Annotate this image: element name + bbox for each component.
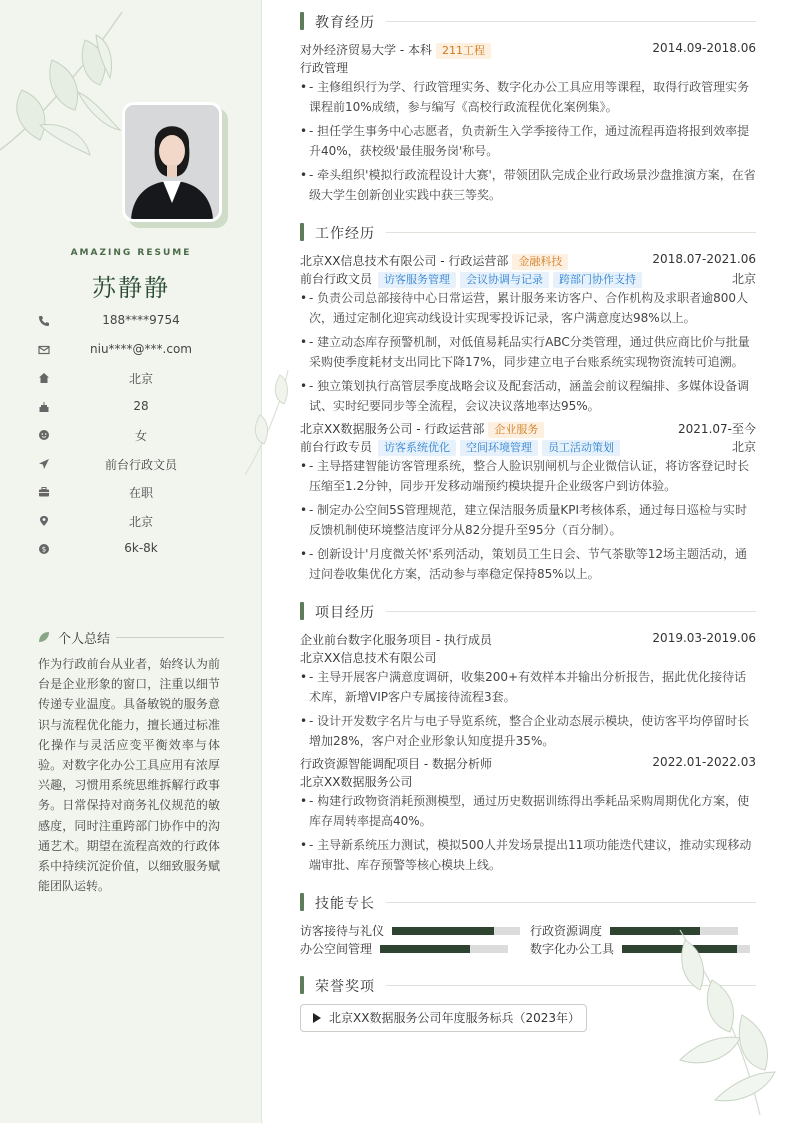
education-section-header xyxy=(300,11,756,31)
skill-tag: 访客系统优化 xyxy=(378,440,456,456)
project-org: 北京XX信息技术有限公司 xyxy=(300,651,437,665)
project-bullet: • - 设计开发数字名片与电子导览系统，整合企业动态展示模块，使访客平均停留时长增加28%，客户对企业形象认知度提升35%。 xyxy=(300,711,756,751)
job-role-row xyxy=(300,270,756,288)
salary-icon xyxy=(38,543,50,555)
job-header-row xyxy=(300,252,756,270)
project-org-row xyxy=(300,773,756,791)
skill-item xyxy=(300,922,522,938)
school-tag: 211工程 xyxy=(436,43,491,59)
status-value: 在职 xyxy=(128,486,153,500)
skill-tag: 员工活动策划 xyxy=(542,440,620,456)
award-text: 北京XX数据服务公司年度服务标兵（2023年） xyxy=(329,1011,580,1025)
section-divider xyxy=(386,902,756,903)
briefcase-icon xyxy=(38,486,50,498)
project-bullet: • - 主导开展客户满意度调研，收集200+有效样本并输出分析报告，据此优化接待话术库，新增VIP客户专属接待流程3套。 xyxy=(300,667,756,707)
target-position-value: 前台行政文员 xyxy=(104,457,177,472)
job-date: 2018.07-2021.06 xyxy=(652,252,756,266)
job-bullet: • - 负责公司总部接待中心日常运营，累计服务来访客户、合作机构及求职者逾800人次，通过定制化迎宾动线设计实现零投诉记录，客户满意度达98%以上。 xyxy=(300,288,756,328)
skill-bar-track xyxy=(380,945,508,953)
industry-tag: 企业服务 xyxy=(488,422,544,438)
industry-tag: 金融科技 xyxy=(512,254,568,270)
leaf-decoration xyxy=(240,360,300,480)
job-company: 北京XX数据服务公司 - 行政运营部 xyxy=(300,422,485,436)
project-date: 2022.01-2022.03 xyxy=(652,755,756,769)
education-bullet: • - 主修组织行为学、行政管理实务、数字化办公工具应用等课程，取得行政管理实务课程前10%成绩，参与编写《高校行政流程优化案例集》。 xyxy=(300,77,756,117)
home-icon xyxy=(38,372,50,384)
projects-section-header xyxy=(300,601,756,621)
school-name: 对外经济贸易大学 - 本科 xyxy=(300,43,432,57)
salary-value: 6k-8k xyxy=(124,541,158,555)
section-accent-bar xyxy=(300,893,304,911)
project-header-row xyxy=(300,755,756,773)
section-accent-bar xyxy=(300,602,304,620)
skill-item xyxy=(300,940,510,956)
avatar xyxy=(125,105,219,219)
project-name: 行政资源智能调配项目 - 数据分析师 xyxy=(300,757,492,771)
cake-icon xyxy=(38,401,50,413)
projects-title: 项目经历 xyxy=(315,605,375,621)
summary-divider xyxy=(116,637,224,638)
candidate-name: 苏静静 xyxy=(92,274,170,302)
skill-bar-fill xyxy=(392,927,494,935)
age-value: 28 xyxy=(133,398,149,413)
skill-tag: 访客服务管理 xyxy=(378,272,456,288)
job-date: 2021.07-至今 xyxy=(678,422,756,436)
info-target-position xyxy=(0,455,262,484)
job-bullet: • - 制定办公空间5S管理规范，建立保洁服务质量KPI考核体系，通过每日巡检与实时反馈机制使环境整洁度评分从82分提升至95分（百分制）。 xyxy=(300,500,756,540)
send-icon xyxy=(38,458,50,470)
education-title: 教育经历 xyxy=(315,15,375,31)
gender-icon xyxy=(38,429,50,441)
skill-bar-track xyxy=(392,927,520,935)
skill-name: 访客接待与礼仪 xyxy=(300,924,385,938)
project-date: 2019.03-2019.06 xyxy=(652,631,756,645)
target-city-value: 北京 xyxy=(128,514,153,529)
info-gender xyxy=(0,426,262,455)
play-triangle-icon xyxy=(313,1013,321,1023)
phone-value: 188****9754 xyxy=(102,313,180,327)
info-age xyxy=(0,398,262,427)
job-bullet: • - 创新设计'月度微关怀'系列活动，策划员工生日会、节气茶歇等12场主题活动，通过问卷收集优化方案，活动参与率稳定保持85%以上。 xyxy=(300,544,756,584)
leaf-icon xyxy=(38,631,50,643)
project-name: 企业前台数字化服务项目 - 执行成员 xyxy=(300,633,492,647)
resume-tagline: AMAZING RESUME xyxy=(70,248,192,258)
project-org: 北京XX数据服务公司 xyxy=(300,775,413,789)
major-name: 行政管理 xyxy=(300,61,349,75)
skill-name: 办公空间管理 xyxy=(300,942,373,956)
project-header-row xyxy=(300,631,756,649)
section-accent-bar xyxy=(300,976,304,994)
skill-tag: 会议协调与记录 xyxy=(460,272,549,288)
education-bullet: • - 担任学生事务中心志愿者，负责新生入学季接待工作，通过流程再造将报到效率提升40%，获校级'最佳服务岗'称号。 xyxy=(300,121,756,161)
skill-name: 数字化办公工具 xyxy=(530,942,615,956)
education-date: 2014.09-2018.06 xyxy=(652,41,756,55)
job-role-row xyxy=(300,438,756,456)
section-accent-bar xyxy=(300,12,304,30)
section-divider xyxy=(386,21,756,22)
job-city: 北京 xyxy=(731,440,756,454)
job-bullet: • - 独立策划执行高管层季度战略会议及配套活动，涵盖会前议程编排、多媒体设备调试、实时纪要同步等全流程，会议决议落地率达95%。 xyxy=(300,376,756,416)
job-bullet: • - 主导搭建智能访客管理系统，整合人脸识别闸机与企业微信认证，将访客登记时长压缩至1.2分钟，同步开发移动端预约模块提升企业级客户到访体验。 xyxy=(300,456,756,496)
gender-value: 女 xyxy=(134,429,147,443)
job-bullet: • - 建立动态库存预警机制，对低值易耗品实行ABC分类管理，通过供应商比价与批量采购使季度耗材支出同比下降17%，同步建立电子台账系统实现物资流转可追溯。 xyxy=(300,332,756,372)
phone-icon xyxy=(38,315,50,327)
info-email xyxy=(0,341,262,370)
leaf-decoration xyxy=(0,0,140,170)
project-bullet: • - 构建行政物资消耗预测模型，通过历史数据训练得出季耗品采购周期优化方案，使库存周转率提高40%。 xyxy=(300,791,756,831)
skills-section-header xyxy=(300,892,756,912)
job-header-row xyxy=(300,420,756,438)
skill-tag: 空间环境管理 xyxy=(460,440,538,456)
sidebar xyxy=(0,0,262,1123)
major-row xyxy=(300,59,756,77)
summary-title: 个人总结 xyxy=(58,632,111,647)
info-salary xyxy=(0,540,262,569)
summary-text: 作为行政前台从业者，始终认为前台是企业形象的窗口，注重以细节传递专业温度。具备敏锐的服务意识与流程优化能力，擅长通过标准化操作与灵活应变平衡效率与体验。对数字化办公工具应用有浓厚兴趣，习惯用系统思维拆解行政事务。日常保持对商务礼仪规范的敏感度，同时注重跨部门协作中的沟通艺术。期望在流程高效的行政体系中持续沉淀价值，以细致服务赋能团队运转。 xyxy=(38,657,220,894)
work-title: 工作经历 xyxy=(315,226,375,242)
residence-value: 北京 xyxy=(128,372,153,386)
leaf-decoration xyxy=(640,920,790,1120)
section-divider xyxy=(386,232,756,233)
job-city: 北京 xyxy=(731,272,756,286)
award-item xyxy=(300,1004,587,1032)
project-org-row xyxy=(300,649,756,667)
section-accent-bar xyxy=(300,223,304,241)
skill-bar-fill xyxy=(380,945,470,953)
skill-tag: 跨部门协作支持 xyxy=(553,272,642,288)
email-value: niu****@***.com xyxy=(90,341,192,356)
info-status xyxy=(0,483,262,512)
job-role: 前台行政文员 xyxy=(300,272,373,286)
project-bullet: • - 主导新系统压力测试，模拟500人并发场景提出11项功能迭代建议，推动实现移动端审批、库存预警等核心模块上线。 xyxy=(300,835,756,875)
svg-text:$: $ xyxy=(41,545,47,554)
info-phone xyxy=(0,312,262,341)
summary-header xyxy=(38,628,224,646)
avatar-frame xyxy=(122,102,222,222)
location-pin-icon xyxy=(38,515,50,527)
skill-name: 行政资源调度 xyxy=(530,924,603,938)
section-divider xyxy=(386,611,756,612)
contact-info-list xyxy=(0,312,262,569)
info-target-city xyxy=(0,512,262,541)
education-header-row xyxy=(300,41,756,59)
work-section-header xyxy=(300,222,756,242)
mail-icon xyxy=(38,344,50,356)
education-bullet: • - 牵头组织'模拟行政流程设计大赛'，带领团队完成企业行政场景沙盘推演方案，在省级大学生创新创业实践中获三等奖。 xyxy=(300,165,756,205)
job-role: 前台行政专员 xyxy=(300,440,373,454)
job-company: 北京XX信息技术有限公司 - 行政运营部 xyxy=(300,254,509,268)
skills-title: 技能专长 xyxy=(315,896,375,912)
info-residence xyxy=(0,369,262,398)
awards-title: 荣誉奖项 xyxy=(315,979,375,995)
